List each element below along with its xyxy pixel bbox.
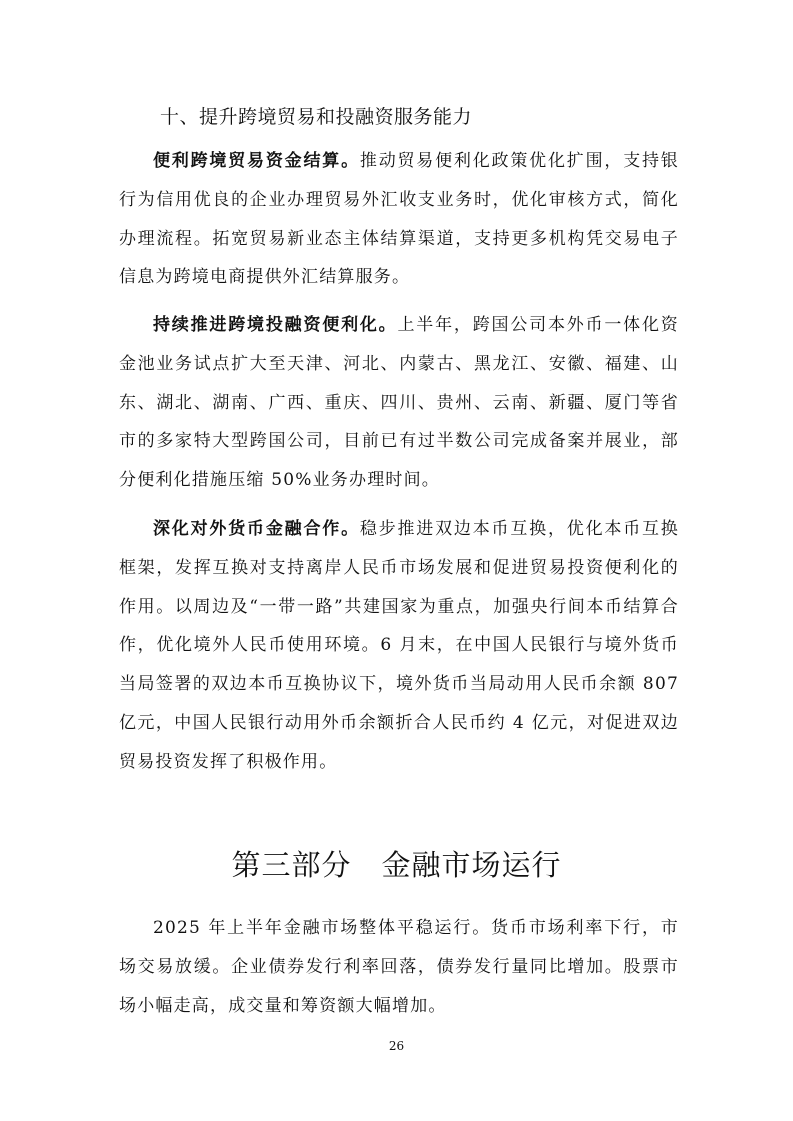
paragraph-body: 上半年，跨国公司本外币一体化资金池业务试点扩大至天津、河北、内蒙古、黑龙江、安徽、福建、山东、湖北、湖南、广西、重庆、四川、贵州、云南、新疆、厦门等省市的多家特大型跨国公司，目前已有过半数公司完成备案并展业，部分便利化措施压缩 50%业务办理时间。 [119, 315, 679, 491]
part-name: 金融市场运行 [381, 848, 562, 882]
paragraph-monetary-cooperation [119, 510, 679, 782]
section-heading: 十、提升跨境贸易和投融资服务能力 [160, 106, 473, 128]
paragraph-market-intro: 2025 年上半年金融市场整体平稳运行。货币市场利率下行，市场交易放缓。企业债券发行利率回落，债券发行量同比增加。股票市场小幅走高，成交量和筹资额大幅增加。 [119, 918, 679, 1016]
paragraph-body: 稳步推进双边本币互换，优化本币互换框架，发挥互换对支持离岸人民币市场发展和促进贸易投资便利化的作用。以周边及“一带一路”共建国家为重点，加强央行间本币结算合作，优化境外人民币使用环境。6 月末，在中国人民银行与境外货币当局签署的双边本币互换协议下，境外货币当局动用人民币余额 807 亿元，中国人民银行动用外币余额折合人民币约 4 亿元，对促进双边贸易投资发挥了积极作用。 [119, 519, 680, 772]
paragraph-lead: 深化对外货币金融合作。 [153, 519, 360, 539]
paragraph-investment-financing [119, 306, 679, 500]
paragraph-lead: 便利跨境贸易资金结算。 [153, 151, 360, 171]
part-title [0, 843, 793, 884]
paragraph-body: 推动贸易便利化政策优化扩围，支持银行为信用优良的企业办理贸易外汇收支业务时，优化审核方式，简化办理流程。拓宽贸易新业态主体结算渠道，支持更多机构凭交易电子信息为跨境电商提供外汇结算服务。 [119, 151, 680, 288]
page-number: 26 [388, 1039, 405, 1053]
paragraph-trade-settlement [119, 142, 679, 297]
part-number: 第三部分 [231, 848, 352, 882]
paragraph-lead: 持续推进跨境投融资便利化。 [153, 315, 398, 335]
